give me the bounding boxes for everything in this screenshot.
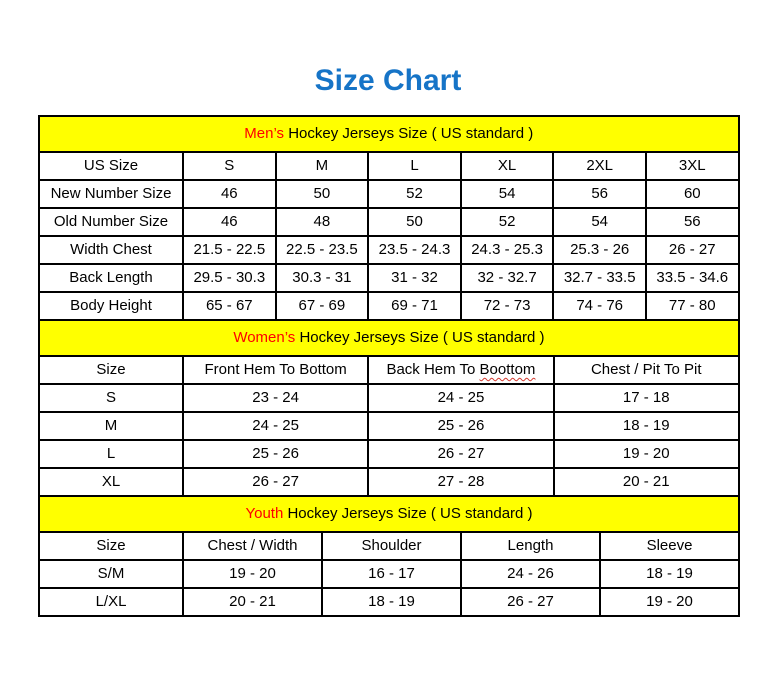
women-column-header: Size xyxy=(39,356,183,384)
women-table-row xyxy=(39,468,739,496)
women-row-label: L xyxy=(39,440,183,468)
youth-column-header: Shoulder xyxy=(322,532,461,560)
men-cell-value: 52 xyxy=(368,180,461,208)
youth-cell-value: 18 - 19 xyxy=(322,588,461,616)
men-cell-value: 32.7 - 33.5 xyxy=(553,264,646,292)
women-cell-value: 17 - 18 xyxy=(554,384,739,412)
women-cell-value: 20 - 21 xyxy=(554,468,739,496)
men-table-row xyxy=(39,180,739,208)
women-row-label: S xyxy=(39,384,183,412)
men-cell-value: 67 - 69 xyxy=(276,292,369,320)
men-cell-value: 56 xyxy=(553,180,646,208)
youth-band-row xyxy=(39,496,739,532)
women-column-header: Chest / Pit To Pit xyxy=(554,356,739,384)
men-table-row xyxy=(39,264,739,292)
men-band-highlight: Men’s xyxy=(244,124,285,142)
men-cell-value: 22.5 - 23.5 xyxy=(276,236,369,264)
women-header-row xyxy=(39,356,739,384)
men-cell-value: 31 - 32 xyxy=(368,264,461,292)
men-band-title: Men’s Hockey Jerseys Size ( US standard ) xyxy=(39,116,739,152)
men-cell-value: 74 - 76 xyxy=(553,292,646,320)
youth-header-row xyxy=(39,532,739,560)
men-column-header: M xyxy=(276,152,369,180)
women-cell-value: 26 - 27 xyxy=(183,468,368,496)
men-column-header: XL xyxy=(461,152,554,180)
youth-band-highlight: Youth xyxy=(245,504,284,522)
men-header-row xyxy=(39,152,739,180)
men-table-row xyxy=(39,292,739,320)
youth-table-row xyxy=(39,560,739,588)
men-cell-value: 65 - 67 xyxy=(183,292,276,320)
page-title: Size Chart xyxy=(314,64,462,97)
men-cell-value: 52 xyxy=(461,208,554,236)
youth-cell-value: 26 - 27 xyxy=(461,588,600,616)
women-band-row xyxy=(39,320,739,356)
men-row-label: Back Length xyxy=(39,264,183,292)
men-cell-value: 24.3 - 25.3 xyxy=(461,236,554,264)
men-cell-value: 72 - 73 xyxy=(461,292,554,320)
men-cell-value: 23.5 - 24.3 xyxy=(368,236,461,264)
men-column-header: L xyxy=(368,152,461,180)
men-cell-value: 29.5 - 30.3 xyxy=(183,264,276,292)
youth-cell-value: 24 - 26 xyxy=(461,560,600,588)
women-row-label: M xyxy=(39,412,183,440)
men-row-label: Body Height xyxy=(39,292,183,320)
women-table-row xyxy=(39,440,739,468)
men-column-header: 2XL xyxy=(553,152,646,180)
men-cell-value: 50 xyxy=(276,180,369,208)
women-cell-value: 25 - 26 xyxy=(368,412,553,440)
men-cell-value: 50 xyxy=(368,208,461,236)
women-cell-value: 19 - 20 xyxy=(554,440,739,468)
youth-column-header: Size xyxy=(39,532,183,560)
men-cell-value: 30.3 - 31 xyxy=(276,264,369,292)
men-cell-value: 26 - 27 xyxy=(646,236,739,264)
men-column-header: 3XL xyxy=(646,152,739,180)
youth-band-title: Youth Hockey Jerseys Size ( US standard ) xyxy=(39,496,739,532)
men-size-table xyxy=(38,115,740,321)
men-column-header: US Size xyxy=(39,152,183,180)
youth-size-table xyxy=(38,495,740,617)
men-cell-value: 33.5 - 34.6 xyxy=(646,264,739,292)
men-cell-value: 32 - 32.7 xyxy=(461,264,554,292)
men-cell-value: 21.5 - 22.5 xyxy=(183,236,276,264)
men-row-label: New Number Size xyxy=(39,180,183,208)
youth-row-label: S/M xyxy=(39,560,183,588)
women-column-header: Back Hem To Boottom xyxy=(368,356,553,384)
men-cell-value: 48 xyxy=(276,208,369,236)
women-cell-value: 25 - 26 xyxy=(183,440,368,468)
youth-column-header: Sleeve xyxy=(600,532,739,560)
men-cell-value: 25.3 - 26 xyxy=(553,236,646,264)
women-size-table xyxy=(38,319,740,497)
youth-table-row xyxy=(39,588,739,616)
women-cell-value: 27 - 28 xyxy=(368,468,553,496)
men-cell-value: 77 - 80 xyxy=(646,292,739,320)
women-cell-value: 18 - 19 xyxy=(554,412,739,440)
youth-column-header: Chest / Width xyxy=(183,532,322,560)
women-column-header: Front Hem To Bottom xyxy=(183,356,368,384)
men-row-label: Width Chest xyxy=(39,236,183,264)
women-table-row xyxy=(39,412,739,440)
men-cell-value: 46 xyxy=(183,208,276,236)
women-band-title: Women’s Hockey Jerseys Size ( US standard ) xyxy=(39,320,739,356)
men-cell-value: 56 xyxy=(646,208,739,236)
men-cell-value: 54 xyxy=(553,208,646,236)
men-cell-value: 54 xyxy=(461,180,554,208)
men-cell-value: 46 xyxy=(183,180,276,208)
youth-cell-value: 18 - 19 xyxy=(600,560,739,588)
youth-column-header: Length xyxy=(461,532,600,560)
men-cell-value: 60 xyxy=(646,180,739,208)
women-row-label: XL xyxy=(39,468,183,496)
men-table-row xyxy=(39,208,739,236)
youth-cell-value: 19 - 20 xyxy=(600,588,739,616)
men-band-row xyxy=(39,116,739,152)
women-table-row xyxy=(39,384,739,412)
misspelled-word: Boottom xyxy=(479,360,536,378)
women-cell-value: 24 - 25 xyxy=(183,412,368,440)
youth-cell-value: 20 - 21 xyxy=(183,588,322,616)
men-row-label: Old Number Size xyxy=(39,208,183,236)
men-cell-value: 69 - 71 xyxy=(368,292,461,320)
men-column-header: S xyxy=(183,152,276,180)
women-cell-value: 24 - 25 xyxy=(368,384,553,412)
youth-cell-value: 16 - 17 xyxy=(322,560,461,588)
women-cell-value: 26 - 27 xyxy=(368,440,553,468)
women-band-highlight: Women’s xyxy=(233,328,296,346)
youth-row-label: L/XL xyxy=(39,588,183,616)
women-cell-value: 23 - 24 xyxy=(183,384,368,412)
youth-cell-value: 19 - 20 xyxy=(183,560,322,588)
men-table-row xyxy=(39,236,739,264)
